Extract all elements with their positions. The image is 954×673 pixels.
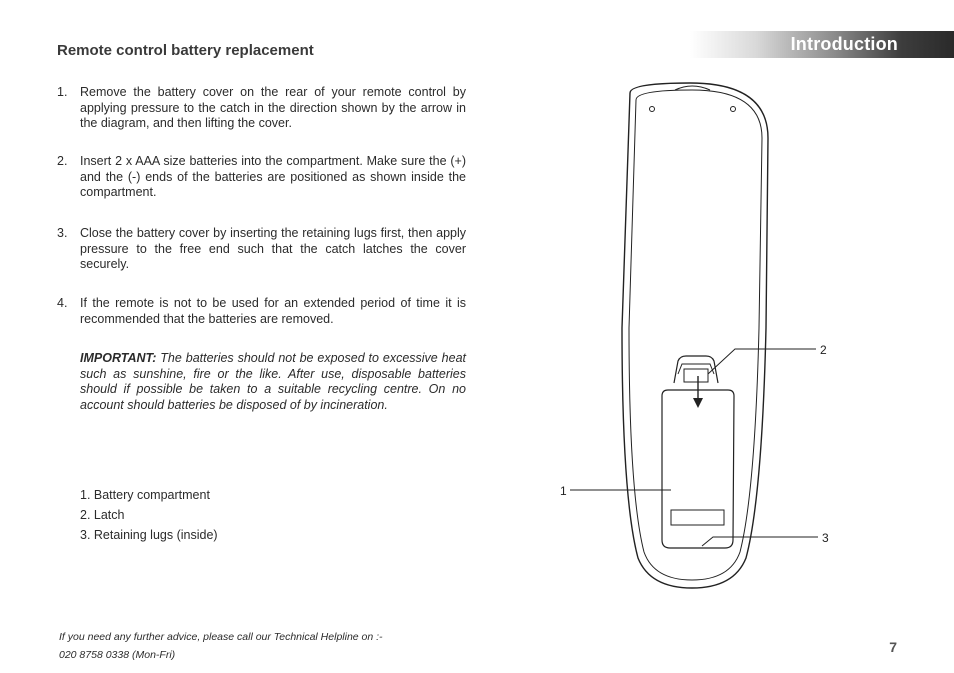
callout-label-2: 2 (820, 343, 827, 357)
helpline-footer (59, 628, 383, 664)
legend-item-latch: 2. Latch (80, 508, 125, 522)
callout-line-2 (708, 349, 816, 374)
remote-outer-body (622, 83, 768, 588)
step-text: If the remote is not to be used for an extended period of time it is recommended that the batteries are removed. (80, 296, 466, 326)
important-notice (80, 351, 466, 414)
battery-cover-label-plate (671, 510, 724, 525)
step-number: 4. (57, 296, 68, 310)
screw-hole-left (650, 107, 655, 112)
step-text: Insert 2 x AAA size batteries into the compartment. Make sure the (+) and the (-) ends of the batteries are positioned as shown inside the compartment. (80, 154, 466, 199)
diagram-legend (80, 485, 218, 545)
step-text: Close the battery cover by inserting the retaining lugs first, then apply pressure to the free end such that the catch latches the cover securely. (80, 226, 466, 271)
important-label: IMPORTANT: (80, 351, 157, 365)
battery-cover (662, 390, 734, 548)
screw-hole-right (731, 107, 736, 112)
arrow-icon (693, 398, 703, 408)
callout-label-1: 1 (560, 484, 567, 498)
step-number: 1. (57, 85, 68, 99)
legend-item-retaining-lugs: 3. Retaining lugs (inside) (80, 528, 218, 542)
callout-label-3: 3 (822, 531, 829, 545)
legend-item-battery-compartment: 1. Battery compartment (80, 488, 210, 502)
remote-inner-outline (629, 90, 762, 580)
step-number: 3. (57, 226, 68, 240)
helpline-text: If you need any further advice, please call our Technical Helpline on :- (59, 631, 383, 643)
remote-control-diagram (550, 78, 850, 598)
page-number: 7 (889, 639, 897, 655)
callout-line-3 (702, 537, 818, 546)
chapter-title: Introduction (790, 34, 898, 54)
step-text: Remove the battery cover on the rear of your remote control by applying pressure to the catch in the direction shown by the arrow in the diagram, and then lifting the cover. (80, 85, 466, 130)
helpline-phone: 020 8758 0338 (Mon-Fri) (59, 649, 176, 661)
important-text: The batteries should not be exposed to excessive heat such as sunshine, fire or the like. After use, disposable batteries should if possible be taken to a suitable recycling centre. On no account should batteries be disposed of by incineration. (80, 351, 466, 413)
section-title: Remote control battery replacement (57, 42, 314, 59)
top-notch (675, 86, 710, 90)
step-number: 2. (57, 154, 68, 168)
